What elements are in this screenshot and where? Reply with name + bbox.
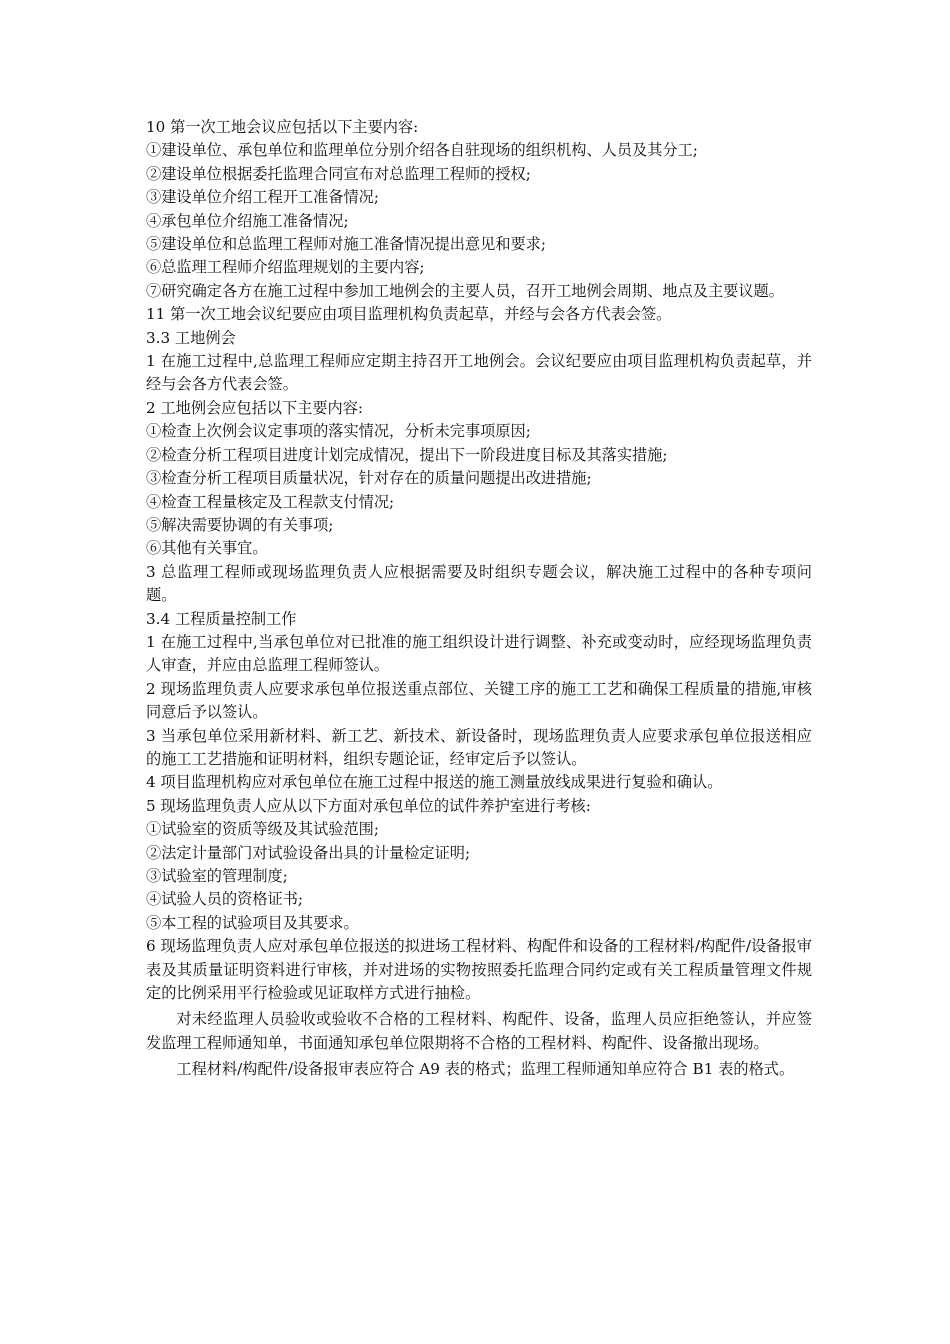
list-item: ③建设单位介绍工程开工准备情况;: [146, 188, 379, 207]
clause-text: 3 总监理工程师或现场监理负责人应根据需要及时组织专题会议，解决施工过程中的各种专项问题。: [146, 562, 812, 605]
list-item: ②建设单位根据委托监理合同宣布对总监理工程师的授权;: [146, 164, 531, 183]
document-page: [146, 116, 812, 1082]
list-item: ①试验室的资质等级及其试验范围;: [146, 820, 379, 839]
list-item: ⑤本工程的试验项目及其要求。: [146, 913, 359, 932]
indented-paragraph: 工程材料/构配件/设备报审表应符合 A9 表的格式；监理工程师通知单应符合 B1 表的格式。: [176, 1060, 795, 1079]
clause-text: 4 项目监理机构应对承包单位在施工过程中报送的施工测量放线成果进行复验和确认。: [146, 773, 723, 792]
section-heading: 3.3 工地例会: [146, 328, 236, 347]
list-item: ③试验室的管理制度;: [146, 867, 288, 885]
list-item: ④检查工程量核定及工程款支付情况;: [146, 492, 395, 511]
list-item: ③检查分析工程项目质量状况，针对存在的质量问题提出改进措施;: [146, 469, 592, 488]
list-item: ⑥总监理工程师介绍监理规划的主要内容;: [146, 258, 425, 277]
list-item: ②法定计量部门对试验设备出具的计量检定证明;: [146, 843, 471, 862]
clause-text: 2 现场监理负责人应要求承包单位报送重点部位、关键工序的施工工艺和确保工程质量的措施,审核同意后予以签认。: [146, 679, 812, 722]
clause-text: 1 在施工过程中,当承包单位对已批准的施工组织设计进行调整、补充或变动时，应经现场监理负责人审查，并应由总监理工程师签认。: [146, 632, 812, 675]
list-item: ⑦研究确定各方在施工过程中参加工地例会的主要人员，召开工地例会周期、地点及主要议题。: [146, 281, 784, 300]
list-item: ⑥其他有关事宜。: [146, 539, 268, 558]
list-item: ④试验人员的资格证书;: [146, 890, 303, 909]
clause-text: 6 现场监理负责人应对承包单位报送的拟进场工程材料、构配件和设备的工程材料/构配件/设备报审表及其质量证明资料进行审核，并对进场的实物按照委托监理合同约定或有关工程质量管理文件规定的比例采用平行检验或见证取样方式进行抽检。: [146, 937, 812, 1003]
first-meeting-heading: 10 第一次工地会议应包括以下主要内容:: [146, 118, 419, 136]
list-item: ⑤建设单位和总监理工程师对施工准备情况提出意见和要求;: [146, 235, 546, 254]
list-item: ④承包单位介绍施工准备情况;: [146, 211, 349, 230]
list-item: ①建设单位、承包单位和监理单位分别介绍各自驻现场的组织机构、人员及其分工;: [146, 141, 698, 160]
list-item: ⑤解决需要协调的有关事项;: [146, 515, 334, 534]
list-item: ②检查分析工程项目进度计划完成情况，提出下一阶段进度目标及其落实措施;: [146, 445, 668, 464]
clause-text: 11 第一次工地会议纪要应由项目监理机构负责起草，并经与会各方代表会签。: [146, 305, 672, 324]
section-heading: 3.4 工程质量控制工作: [146, 609, 297, 628]
clause-text: 5 现场监理负责人应从以下方面对承包单位的试件养护室进行考核:: [146, 796, 591, 815]
indented-paragraph: 对未经监理人员验收或验收不合格的工程材料、构配件、设备，监理人员应拒绝签认，并应签发监理工程师通知单，书面通知承包单位限期将不合格的工程材料、构配件、设备撤出现场。: [146, 1010, 812, 1052]
clause-text: 3 当承包单位采用新材料、新工艺、新技术、新设备时，现场监理负责人应要求承包单位报送相应的施工工艺措施和证明材料，组织专题论证，经审定后予以签认。: [146, 726, 812, 768]
clause-text: 1 在施工过程中,总监理工程师应定期主持召开工地例会。会议纪要应由项目监理机构负责起草，并经与会各方代表会签。: [146, 352, 812, 394]
clause-text: 2 工地例会应包括以下主要内容:: [146, 398, 364, 417]
list-item: ①检查上次例会议定事项的落实情况，分析未完事项原因;: [146, 422, 531, 441]
